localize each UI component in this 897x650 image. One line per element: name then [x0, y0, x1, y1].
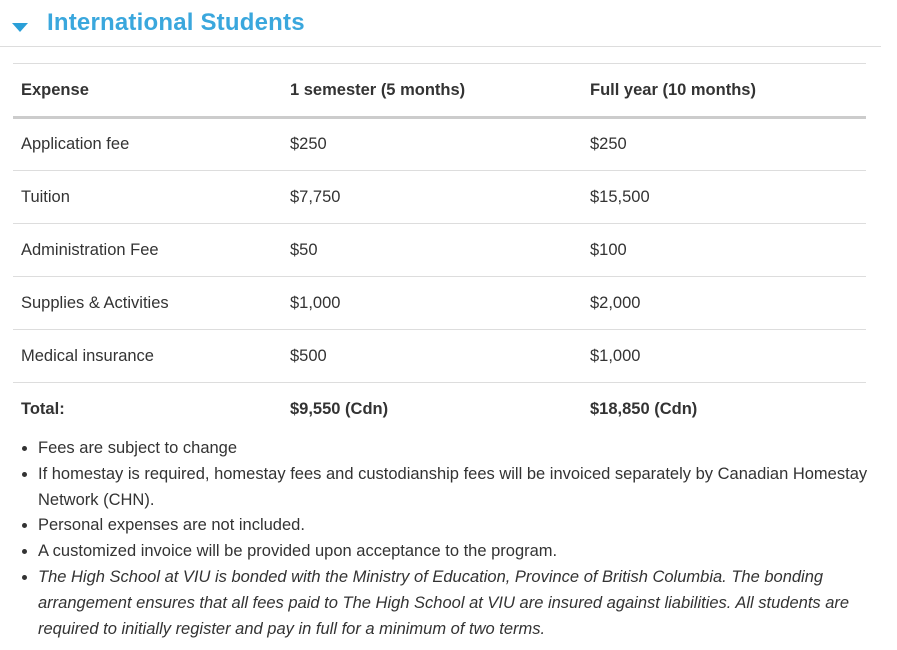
semester-cell: $50 — [290, 240, 318, 259]
total-semester: $9,550 (Cdn) — [290, 399, 389, 418]
fees-table — [13, 63, 866, 436]
full-year-cell: $100 — [590, 240, 627, 259]
section-title[interactable]: International Students — [47, 9, 305, 36]
section-header[interactable] — [0, 0, 881, 47]
header-expense: Expense — [13, 64, 282, 118]
table-row — [13, 118, 866, 171]
full-year-cell: $15,500 — [590, 187, 650, 206]
expense-cell: Medical insurance — [21, 346, 154, 365]
table-row — [13, 171, 866, 224]
full-year-cell: $2,000 — [590, 293, 641, 312]
note-item-bonding: • The High School at VIU is bonded with the Ministry of Education, Province of British Columbia. The bonding arrangement ensures that all fees paid to The High School at VIU are insured against liabilities. All students are required to initially register and pay in full for a minimum of two terms. — [38, 565, 897, 642]
table-row — [13, 224, 866, 277]
full-year-cell: $1,000 — [590, 346, 641, 365]
caret-down-icon[interactable] — [12, 23, 28, 32]
expense-cell: Supplies & Activities — [21, 293, 169, 312]
semester-cell: $500 — [290, 346, 327, 365]
expense-cell: Administration Fee — [21, 240, 159, 259]
note-item: • Fees are subject to change — [38, 436, 897, 462]
fee-notes-list — [20, 436, 897, 642]
header-semester: 1 semester (5 months) — [282, 64, 582, 118]
note-item: • If homestay is required, homestay fees and custodianship fees will be invoiced separately by Canadian Homestay Network (CHN). — [38, 462, 897, 514]
note-item: • Personal expenses are not included. — [38, 513, 897, 539]
expense-cell: Tuition — [21, 187, 70, 206]
table-row — [13, 330, 866, 383]
semester-cell: $7,750 — [290, 187, 341, 206]
note-item: • A customized invoice will be provided upon acceptance to the program. — [38, 539, 897, 565]
expense-cell: Application fee — [21, 135, 130, 153]
table-row — [13, 277, 866, 330]
header-full-year: Full year (10 months) — [582, 64, 866, 118]
semester-cell: $250 — [290, 135, 327, 153]
full-year-cell: $250 — [590, 135, 627, 153]
semester-cell: $1,000 — [290, 293, 341, 312]
total-label: Total: — [21, 399, 65, 418]
table-header-row — [13, 64, 866, 118]
total-full-year: $18,850 (Cdn) — [590, 399, 698, 418]
total-row — [13, 383, 866, 436]
